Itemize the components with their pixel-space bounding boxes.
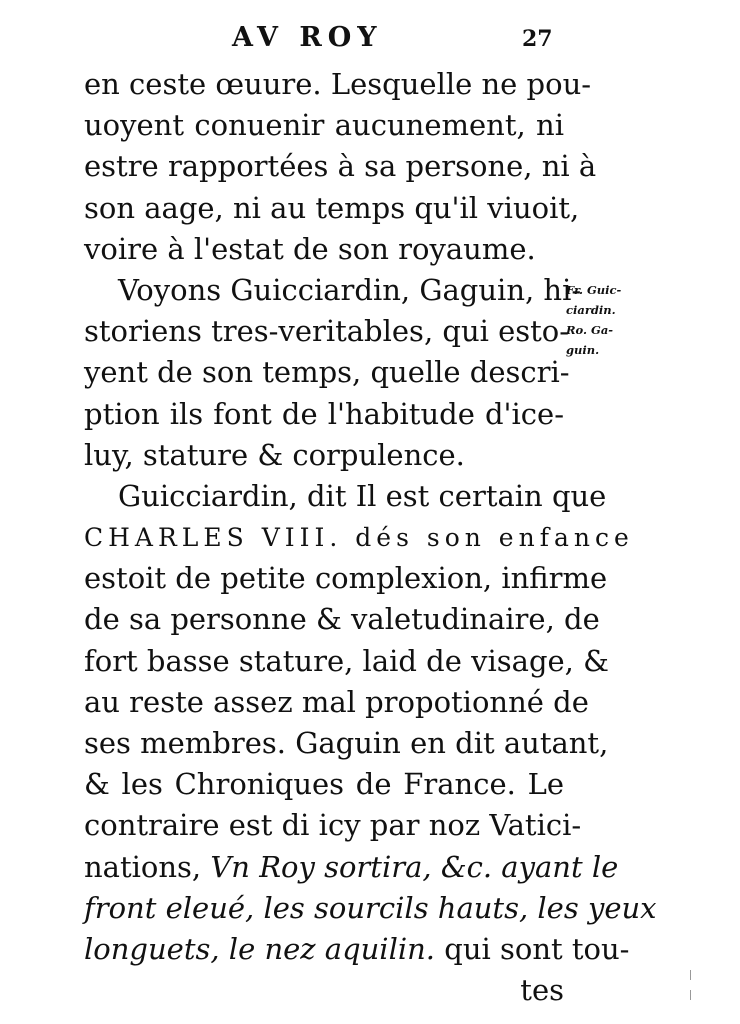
scan-edge-mark (690, 970, 691, 980)
text-line-mixed (84, 929, 630, 970)
text-line: au reste assez mal propotionné de (84, 684, 589, 719)
text-line: de sa personne & valetudinaire, de (84, 602, 600, 637)
text-line: fort basse stature, laid de visage, & (84, 643, 609, 678)
text-line: storiens tres-veritables, qui esto- (84, 314, 570, 349)
text-line: Guicciardin, dit Il est certain que (118, 478, 607, 513)
italic-quotation: longuets, le nez aquilin. (84, 931, 436, 966)
text-line: en ceste œuure. Lesquelle ne pou- (84, 67, 592, 101)
text-line-mixed (84, 847, 619, 888)
margin-note-line: Ro. Ga- (566, 323, 614, 337)
scan-edge-mark (690, 990, 691, 1000)
text-line: ses membres. Gaguin en dit autant, (84, 726, 609, 760)
margin-note-line: Fr. Guic- (566, 283, 622, 297)
catchword: tes (520, 973, 564, 1008)
margin-note (566, 280, 646, 360)
margin-note-line: guin. (566, 343, 600, 357)
text-line-small-caps: CHARLES VIII. dés son enfance (84, 523, 634, 553)
text-line: & les Chroniques de France. Le (84, 767, 564, 802)
text-line: estoit de petite complexion, infirme (84, 561, 608, 596)
page-number: 27 (522, 26, 553, 52)
running-title: AV ROY (232, 22, 383, 53)
text-line: ption ils font de l'habitude d'ice- (84, 396, 564, 431)
italic-quotation: Vn Roy sortira, &c. ayant le (210, 849, 619, 884)
text-line: Voyons Guicciardin, Gaguin, hi- (118, 272, 582, 307)
text-line: voire à l'estat de son royaume. (84, 231, 536, 266)
roman-segment: nations, (84, 849, 211, 884)
text-line: yent de son temps, quelle descri- (84, 355, 570, 390)
margin-note-line: ciardin. (566, 303, 616, 317)
text-line: son aage, ni au temps qu'il viuoit, (84, 190, 580, 225)
italic-quotation: front eleué, les sourcils hauts, les yeux (84, 890, 657, 925)
text-line: uoyent conuenir aucunement, ni (84, 108, 564, 143)
roman-segment: qui sont tou- (435, 931, 630, 966)
text-line: contraire est di icy par noz Vatici- (84, 808, 582, 843)
text-line: luy, stature & corpulence. (84, 437, 465, 472)
text-line: estre rapportées à sa persone, ni à (84, 149, 597, 184)
